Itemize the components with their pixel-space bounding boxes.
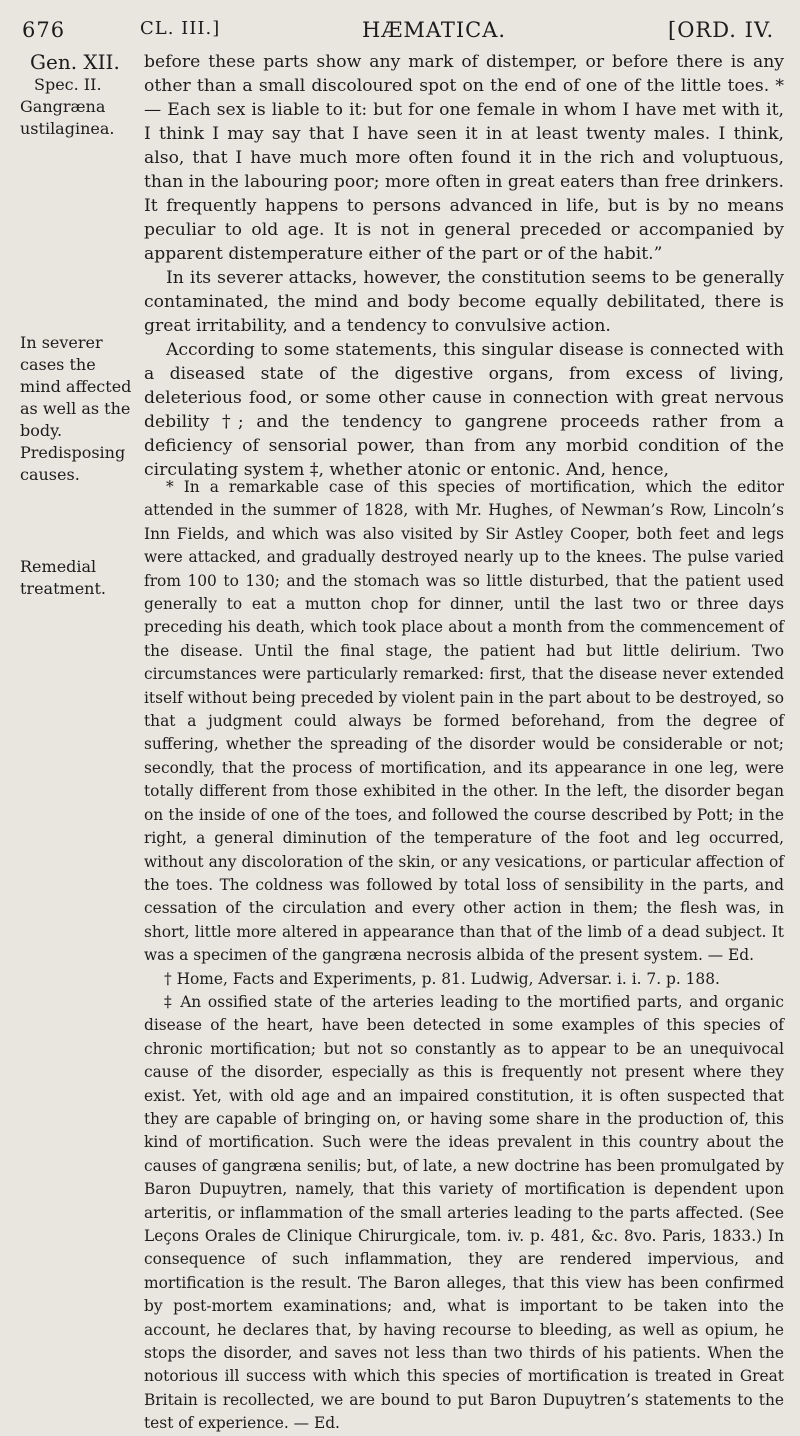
footnotes bbox=[144, 476, 784, 1436]
body-paragraph-2: In its severer attacks, however, the constitution seems to be generally contaminated, the mind and body become equally debilitated, there is great irritability, and a tendency to convulsive action. bbox=[144, 268, 784, 336]
footnote-3: ‡ An ossified state of the arteries leading to the mortified parts, and organic disease of the heart, have been detected in some examples of this species of chronic mortification; but not so constantly as to appear to be an unequivocal cause of the disorder, especially as this is frequently not present where they exist. Yet, with old age and an impaired constitution, it is often suspected that they are capable of bringing on, or having some share in the production of, this kind of mortification. Such were the ideas prevalent in this country about the causes of gangræna senilis; but, of late, a new doctrine has been promulgated by Baron Dupuytren, namely, that this variety of mortification is dependent upon arteritis, or inflammation of the small arteries leading to the parts affected. (See Leçons Orales de Clinique Chirurgicale, tom. iv. p. 481, &c. 8vo. Paris, 1833.) In consequence of such inflammation, they are rendered impervious, and mortification is the result. The Baron alleges, that this view has been confirmed by post-mortem examinations; and, what is important to be taken into the account, he declares that, by having recourse to bleeding, as well as opium, he stops the disorder, and saves not less than two thirds of his patients. When the notorious ill success with which this species of mortification is treated in Great Britain is recollected, we are bound to put Baron Dupuytren’s statements to the test of experience. — Ed. bbox=[144, 992, 784, 1433]
footnote-2: † Home, Facts and Experiments, p. 81. Ludwig, Adversar. i. i. 7. p. 188. bbox=[164, 969, 720, 988]
margin-note-severer: In severer cases the mind affected as well as the body. bbox=[20, 333, 132, 440]
margin-note-remedial: Remedial treatment. bbox=[20, 557, 106, 598]
margin-species: Spec. II. bbox=[34, 75, 102, 94]
margin-name2: ustilaginea. bbox=[20, 119, 115, 138]
running-head-class: CL. III.] bbox=[140, 18, 221, 39]
page-number: 676 bbox=[22, 18, 66, 42]
running-head-title: HÆMATICA. bbox=[362, 18, 507, 42]
footnote-1: * In a remarkable case of this species of mortification, which the editor attended in the summer of 1828, with Mr. Hughes, of Newman’s Row, Lincoln’s Inn Fields, and which was also visited by Sir Astley Cooper, both feet and legs were attacked, and gradually destroyed nearly up to the knees. The pulse varied from 100 to 130; and the stomach was so little disturbed, that the patient used generally to eat a mutton chop for dinner, until the last two or three days preceding his death, which took place about a month from the commencement of the disease. Until the final stage, the patient had but little delirium. Two circumstances were particularly remarked: first, that the disease never extended itself without being preceded by violent pain in the part about to be destroyed, so that a judgment could always be formed beforehand, from the degree of suffering, whether the spreading of the disorder would be considerable or not; secondly, that the process of mortification, and its appearance in one leg, were totally different from those exhibited in the other. In the left, the disorder began on the inside of one of the toes, and followed the course described by Pott; in the right, a general diminution of the temperature of the foot and leg occurred, without any discoloration of the skin, or any vesications, or particular affection of the toes. The coldness was followed by total loss of sensibility in the parts, and cessation of the circulation and every other action in them; the flesh was, in short, little more altered in appearance than that of the limb of a dead subject. It was a specimen of the gangræna necrosis albida of the present system. — Ed. bbox=[144, 478, 784, 965]
running-head-order: [ORD. IV. bbox=[668, 18, 775, 42]
body-paragraph-3: According to some statements, this singular disease is connected with a diseased state of the digestive organs, from excess of living, deleterious food, or some other cause in connection with great nervous debility †; and the tendency to gangrene proceeds rather from a deficiency of sensorial power, than from any morbid condition of the circulating system ‡, whether atonic or entonic. And, hence, bbox=[144, 340, 784, 480]
margin-notes bbox=[20, 50, 132, 600]
margin-genus: Gen. XII. bbox=[30, 50, 120, 74]
main-text bbox=[144, 50, 784, 482]
margin-name1: Gangræna bbox=[20, 97, 106, 116]
margin-note-predisposing: Predisposing causes. bbox=[20, 443, 126, 484]
body-paragraph-1: before these parts show any mark of distemper, or before there is any other than a small discoloured spot on the end of one of the little toes. * — Each sex is liable to it: but for one female in whom I have met with it, I think I may say that I have seen it in at least twenty males. I think, also, that I have much more often found it in the rich and voluptuous, than in the labouring poor; more often in great eaters than free drinkers. It frequently happens to persons advanced in life, but is by no means peculiar to old age. It is not in general preceded or accompanied by apparent distemperature either of the part or of the habit.” bbox=[144, 52, 784, 264]
